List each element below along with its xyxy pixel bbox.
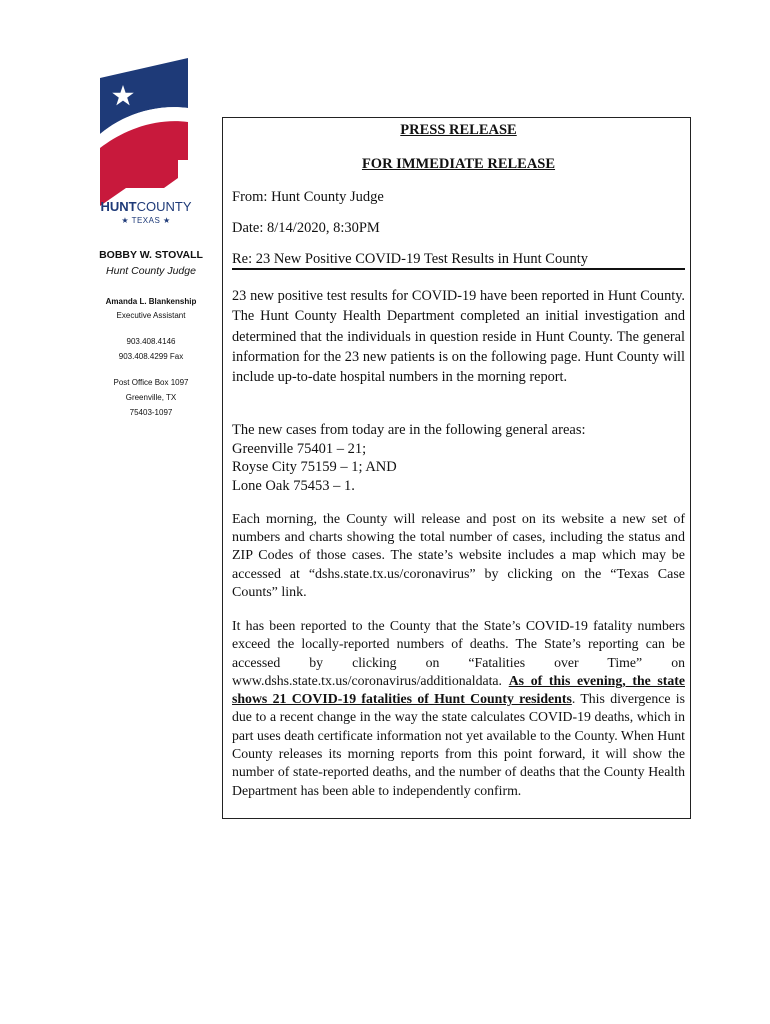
- assistant-title: Executive Assistant: [116, 311, 186, 320]
- area-greenville: Greenville 75401 – 21;: [232, 440, 367, 457]
- paragraph-daily-numbers: Each morning, the County will release and post on its website a new set of numbers and charts showing the total number of cases, including the status and ZIP Codes of those cases. The state’s website includes a map which may be accessed at “dshs.state.tx.us/coronavirus” by clicking on the “Texas Case Counts” link.: [232, 512, 685, 600]
- address-city: Greenville, TX: [125, 393, 177, 402]
- paragraph-new-cases: 23 new positive test results for COVID-19 have been reported in Hunt County. The Hunt County Health Department completed an initial investigation and determined that the individuals in question reside in Hunt County. The general information for the 23 new patients is on the following page. Hunt County will include up-to-date hospital numbers in the morning report.: [232, 288, 685, 386]
- fatalities-text-end: . This divergence is due to a recent change in the way the state calculates COVID-19 deaths, which in part uses death certificate information not yet available to the County. When Hunt County releases its morning reports from this point forward, it will show the number of state-reported deaths, and the number of deaths that the County Health Department has been able to independently confirm.: [232, 691, 685, 798]
- area-lone-oak: Lone Oak 75453 – 1.: [232, 477, 355, 494]
- paragraph-fatalities: [232, 617, 685, 800]
- heading-press-release: PRESS RELEASE: [400, 122, 517, 138]
- logo-wordmark-regular: COUNTY: [136, 199, 192, 214]
- date-line: Date: 8/14/2020, 8:30PM: [232, 220, 380, 236]
- heading-immediate-release: FOR IMMEDIATE RELEASE: [361, 156, 556, 172]
- judge-title: Hunt County Judge: [106, 265, 196, 277]
- fax-number: 903.408.4299 Fax: [118, 352, 184, 361]
- logo-subtitle: ★ TEXAS ★: [121, 216, 171, 225]
- assistant-name: Amanda L. Blankenship: [105, 297, 197, 306]
- area-royse-city: Royse City 75159 – 1; AND: [232, 459, 397, 475]
- letterhead-sidebar: [96, 248, 206, 420]
- fatalities-highlight: As of this evening, the state shows 21 COVID-19 fatalities of Hunt County residents: [232, 672, 685, 707]
- subject-divider: [232, 268, 685, 270]
- address-zip: 75403-1097: [129, 408, 173, 417]
- paragraph-areas: [232, 421, 685, 495]
- po-box: Post Office Box 1097: [113, 378, 189, 387]
- from-line: From: Hunt County Judge: [232, 189, 384, 205]
- areas-intro: The new cases from today are in the following general areas:: [232, 422, 586, 438]
- subject-line: Re: 23 New Positive COVID-19 Test Results in Hunt County: [232, 251, 588, 267]
- logo-wordmark-bold: HUNT: [100, 199, 137, 214]
- fatalities-text-start: It has been reported to the County that the State’s COVID-19 fatality numbers exceed the locally-reported numbers of deaths. The State’s reporting can be accessed by clicking on “Fatalities over Time” on www.dshs.state.tx.us/coronavirus/additionaldata.: [232, 618, 685, 688]
- phone-number: 903.408.4146: [126, 337, 176, 346]
- logo-wordmark: [96, 199, 196, 225]
- judge-name: BOBBY W. STOVALL: [99, 249, 203, 261]
